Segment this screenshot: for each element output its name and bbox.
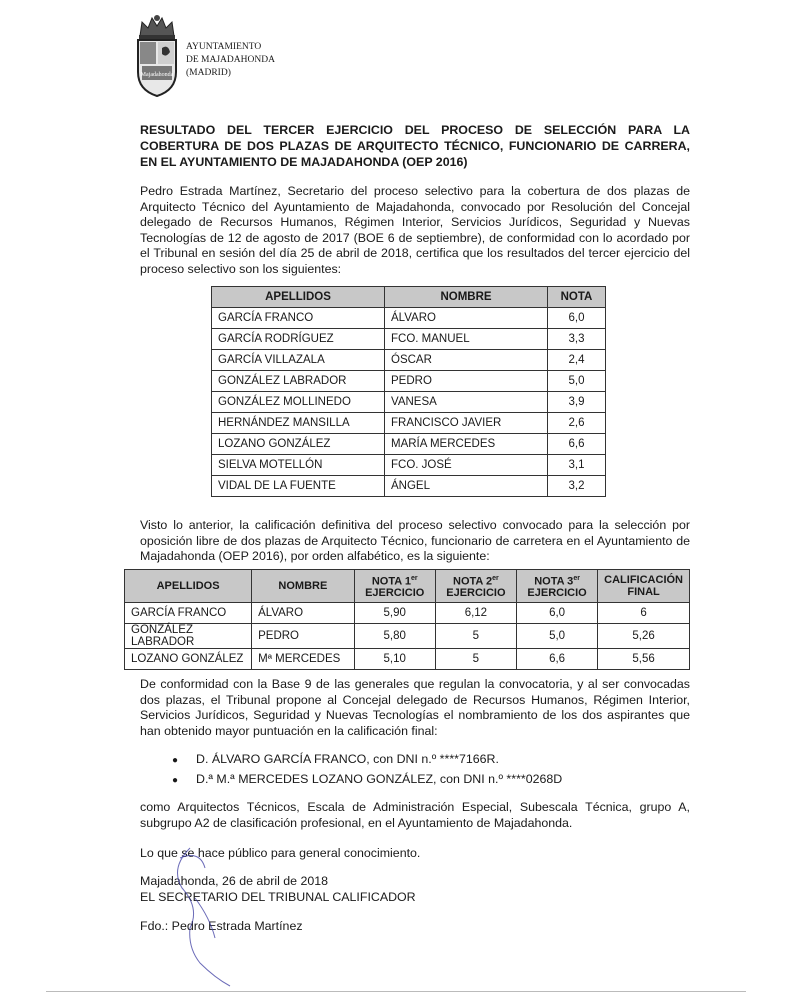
cell-nota3: 6,6 bbox=[516, 649, 597, 670]
list-item bbox=[172, 750, 562, 770]
nota2-label: NOTA 2 bbox=[453, 575, 493, 588]
table-header-row bbox=[125, 570, 690, 603]
final-label: CALIFICACIÓN bbox=[604, 574, 683, 586]
list-item bbox=[172, 770, 562, 790]
cell-nota: 3,1 bbox=[548, 455, 606, 476]
list-item-text: D. ÁLVARO GARCÍA FRANCO, con DNI n.º ****7166R. bbox=[196, 752, 499, 766]
cell-nota1: 5,90 bbox=[354, 603, 435, 624]
table-header-row bbox=[212, 287, 606, 308]
col-nota3 bbox=[516, 570, 597, 603]
cell-apellidos: GARCÍA VILLAZALA bbox=[212, 350, 385, 371]
table-row bbox=[125, 603, 690, 624]
publication-paragraph: Lo que se hace público para general conocimiento. bbox=[140, 846, 421, 860]
cell-apellidos: VIDAL DE LA FUENTE bbox=[212, 476, 385, 497]
col-apellidos: APELLIDOS bbox=[125, 570, 252, 603]
nota3-label: NOTA 3 bbox=[534, 575, 574, 588]
cell-nota3: 5,0 bbox=[516, 624, 597, 649]
cell-nombre: FCO. JOSÉ bbox=[385, 455, 548, 476]
col-nombre: NOMBRE bbox=[385, 287, 548, 308]
table-row bbox=[212, 476, 606, 497]
table-row bbox=[212, 308, 606, 329]
table-row bbox=[212, 413, 606, 434]
handwritten-signature bbox=[160, 838, 250, 988]
cell-apellidos: GONZÁLEZ LABRADOR bbox=[212, 371, 385, 392]
org-line-3: (MADRID) bbox=[186, 68, 231, 78]
cell-nota2: 5 bbox=[435, 624, 516, 649]
appointment-paragraph: como Arquitectos Técnicos, Escala de Administración Especial, Subescala Técnica, grupo A, subgrupo A2 de clasificación profesional, en el Ayuntamiento de Majadahonda. bbox=[140, 800, 690, 830]
cell-final: 5,56 bbox=[598, 649, 690, 670]
cell-final: 6 bbox=[598, 603, 690, 624]
crest-motto: Majadahonda bbox=[140, 72, 174, 78]
nota1-sup: er bbox=[410, 574, 418, 582]
signer-role: EL SECRETARIO DEL TRIBUNAL CALIFICADOR bbox=[140, 889, 416, 904]
cell-final: 5,26 bbox=[598, 624, 690, 649]
cell-apellidos: GARCÍA FRANCO bbox=[212, 308, 385, 329]
table-row bbox=[212, 350, 606, 371]
cell-nombre: MARÍA MERCEDES bbox=[385, 434, 548, 455]
col-nota2 bbox=[435, 570, 516, 603]
nota1-sub: EJERCICIO bbox=[365, 587, 425, 600]
cell-nombre: ÁLVARO bbox=[252, 603, 355, 624]
list-item-text: D.ª M.ª MERCEDES LOZANO GONZÁLEZ, con DNI n.º ****0268D bbox=[196, 772, 563, 786]
cell-apellidos: GONZÁLEZ MOLLINEDO bbox=[212, 392, 385, 413]
cell-apellidos: LOZANO GONZÁLEZ bbox=[125, 649, 252, 670]
table-row bbox=[212, 455, 606, 476]
final-grades-table bbox=[124, 569, 690, 670]
nota3-sup: er bbox=[573, 574, 580, 582]
org-line-1: AYUNTAMIENTO bbox=[186, 42, 262, 52]
nota2-sup: er bbox=[492, 574, 499, 582]
place-date: Majadahonda, 26 de abril de 2018 bbox=[140, 874, 329, 888]
organization-name bbox=[186, 41, 275, 80]
intro-paragraph: Pedro Estrada Martínez, Secretario del proceso selectivo para la cobertura de dos plazas de Arquitecto Técnico del Ayuntamiento de Majadahonda, convocado por Resolución del Concejal delegado de Recursos Humanos, Régimen Interior, Servicios Jurídicos, Seguridad y Nuevas Tecnologías de 12 de agosto de 2017 (BOE 6 de septiembre), de conformidad con lo acordado por el Tribunal en sesión del día 25 de abril de 2018, certifica que los resultados del tercer ejercicio del proceso selectivo son los siguientes: bbox=[140, 184, 690, 276]
cell-nota: 5,0 bbox=[548, 371, 606, 392]
cell-nota2: 6,12 bbox=[435, 603, 516, 624]
cell-nombre: FRANCISCO JAVIER bbox=[385, 413, 548, 434]
col-final bbox=[598, 570, 690, 603]
third-exercise-results-table bbox=[211, 286, 606, 497]
cell-nota1: 5,80 bbox=[354, 624, 435, 649]
table-row bbox=[125, 624, 690, 649]
col-nota: NOTA bbox=[548, 287, 606, 308]
cell-apellidos: LOZANO GONZÁLEZ bbox=[212, 434, 385, 455]
table-row bbox=[212, 371, 606, 392]
cell-nota: 3,3 bbox=[548, 329, 606, 350]
cell-nombre: FCO. MANUEL bbox=[385, 329, 548, 350]
cell-nota2: 5 bbox=[435, 649, 516, 670]
signer-name: Fdo.: Pedro Estrada Martínez bbox=[140, 919, 303, 933]
cell-nota: 6,6 bbox=[548, 434, 606, 455]
cell-nota1: 5,10 bbox=[354, 649, 435, 670]
col-nota1 bbox=[354, 570, 435, 603]
municipal-crest-logo bbox=[134, 12, 180, 98]
table-row bbox=[212, 434, 606, 455]
cell-apellidos: GARCÍA FRANCO bbox=[125, 603, 252, 624]
nota3-sub: EJERCICIO bbox=[527, 587, 587, 600]
final-grade-paragraph: Visto lo anterior, la calificación definitiva del proceso selectivo convocado para la selección por oposición libre de dos plazas de Arquitecto Técnico, funcionario de carretera en el Ayuntamiento de Majadahonda (OEP 2016), por orden alfabético, es la siguiente: bbox=[140, 518, 690, 564]
final-sub: FINAL bbox=[627, 586, 660, 598]
bullet-icon: ● bbox=[172, 775, 179, 786]
proposal-paragraph: De conformidad con la Base 9 de las generales que regulan la convocatoria, y al ser convocadas dos plazas, el Tribunal propone al Concejal delegado de Recursos Humanos, Régimen Interior, Servicios Jurídicos, Seguridad y Nuevas Tecnologías el nombramiento de los dos aspirantes que han obtenido mayor puntuación en la calificación final: bbox=[140, 677, 690, 738]
cell-apellidos: GARCÍA RODRÍGUEZ bbox=[212, 329, 385, 350]
cell-nota: 2,6 bbox=[548, 413, 606, 434]
table-row bbox=[212, 329, 606, 350]
nota2-sub: EJERCICIO bbox=[446, 587, 506, 600]
candidate-list bbox=[172, 750, 562, 790]
col-apellidos: APELLIDOS bbox=[212, 287, 385, 308]
cell-nombre: ÁLVARO bbox=[385, 308, 548, 329]
cell-nombre: VANESA bbox=[385, 392, 548, 413]
cell-nota: 3,2 bbox=[548, 476, 606, 497]
cell-nombre: PEDRO bbox=[252, 624, 355, 649]
cell-nota3: 6,0 bbox=[516, 603, 597, 624]
cell-apellidos: GONZÁLEZ LABRADOR bbox=[125, 624, 252, 649]
nota1-label: NOTA 1 bbox=[371, 575, 411, 588]
cell-nota: 2,4 bbox=[548, 350, 606, 371]
org-line-2: DE MAJADAHONDA bbox=[186, 55, 275, 65]
cell-nota: 6,0 bbox=[548, 308, 606, 329]
cell-nota: 3,9 bbox=[548, 392, 606, 413]
document-title: RESULTADO DEL TERCER EJERCICIO DEL PROCESO DE SELECCIÓN PARA LA COBERTURA DE DOS PLAZAS DE ARQUITECTO TÉCNICO, FUNCIONARIO DE CARRERA, EN EL AYUNTAMIENTO DE MAJADAHONDA (OEP 2016) bbox=[140, 123, 690, 169]
cell-nombre: ÁNGEL bbox=[385, 476, 548, 497]
cell-nombre: PEDRO bbox=[385, 371, 548, 392]
cell-nombre: Mª MERCEDES bbox=[252, 649, 355, 670]
page-edge-divider bbox=[46, 991, 746, 992]
cell-apellidos: SIELVA MOTELLÓN bbox=[212, 455, 385, 476]
cell-nombre: ÓSCAR bbox=[385, 350, 548, 371]
table-row bbox=[125, 649, 690, 670]
table-row bbox=[212, 392, 606, 413]
col-nombre: NOMBRE bbox=[252, 570, 355, 603]
cell-apellidos: HERNÁNDEZ MANSILLA bbox=[212, 413, 385, 434]
bullet-icon: ● bbox=[172, 755, 179, 766]
